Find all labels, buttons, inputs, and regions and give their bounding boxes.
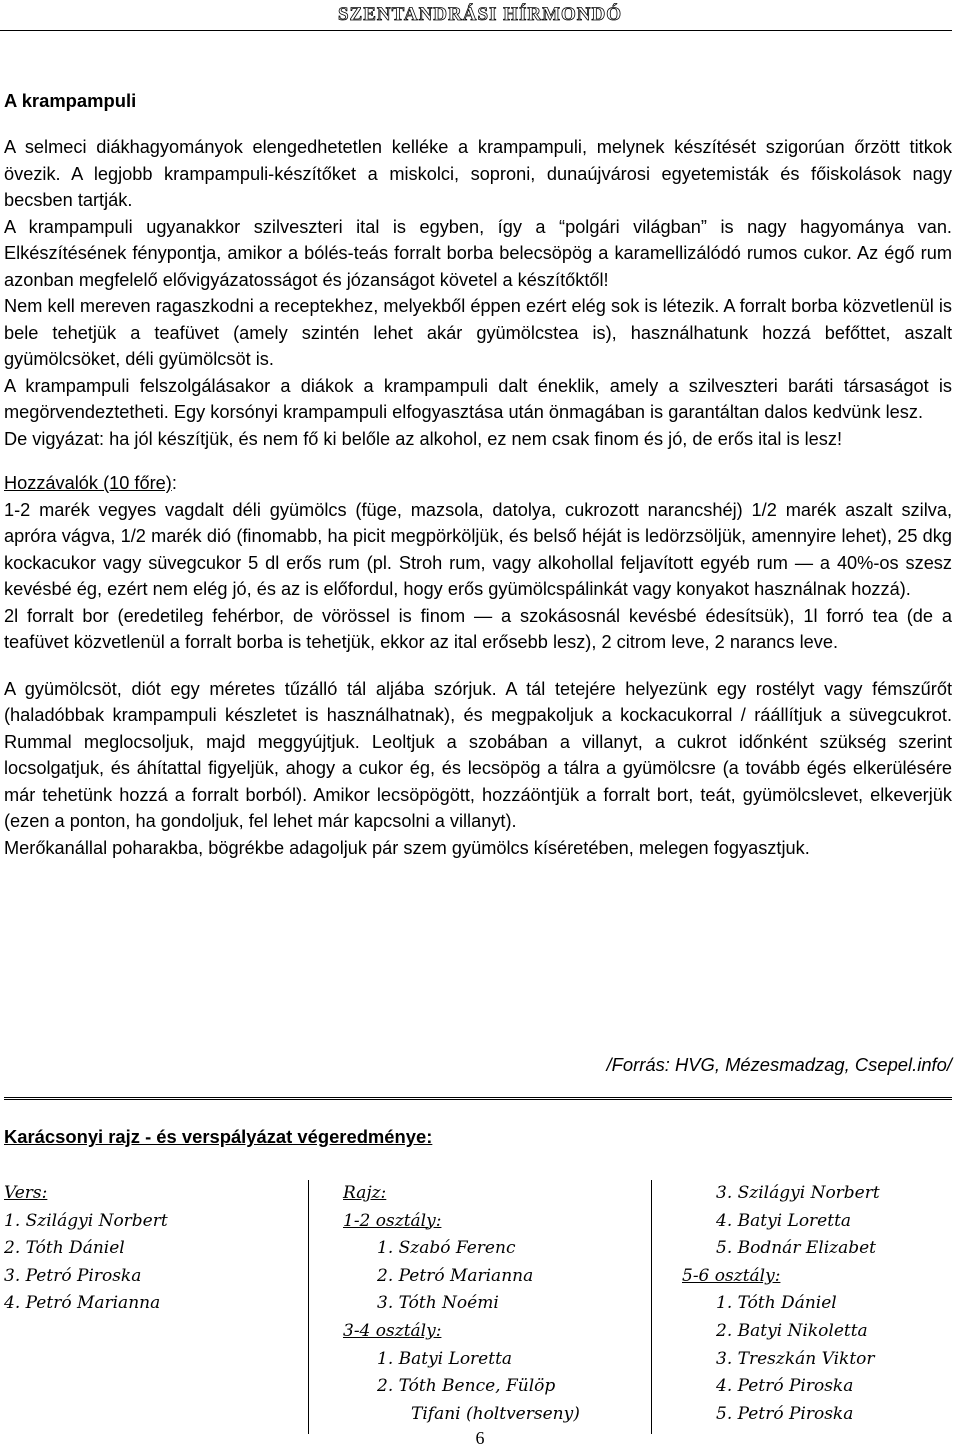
paragraph-warning: De vigyázat: ha jól készítjük, és nem fő ki belőle az alkohol, ez nem csak finom és jó, de erős ital is lesz! (4, 428, 843, 449)
rajz-item: 2. Petró Marianna (377, 1265, 534, 1286)
rajz-item: 2. Batyi Nikoletta (716, 1320, 868, 1341)
rajz-item: 3. Treszkán Viktor (716, 1348, 875, 1369)
rajz-item: 2. Tóth Bence, Fülöp (377, 1376, 556, 1397)
vers-item: 2. Tóth Dániel (4, 1238, 125, 1259)
vers-heading: Vers: (4, 1183, 48, 1203)
results-title: Karácsonyi rajz - és verspályázat végeredménye: (4, 1126, 433, 1147)
section-divider (4, 1097, 952, 1100)
column-divider (651, 1180, 652, 1434)
ingredients-heading: Hozzávalók (10 főre): (4, 473, 177, 493)
rajz-item: 4. Petró Piroska (716, 1376, 854, 1397)
rajz-item: 5. Petró Piroska (716, 1403, 854, 1424)
rajz-item: 1. Batyi Loretta (377, 1348, 513, 1369)
article-source: /Forrás: HVG, Mézesmadzag, Csepel.info/ (606, 1054, 952, 1075)
grade-5-6-heading: 5-6 osztály: (682, 1265, 781, 1286)
ingredients-list-2: 2l forralt bor (eredetileg fehérbor, de vörössel is finom — a szokásosnál kevésbé édesítsük), 1l forró tea (de a teafüvet közvetlenül a forralt borba is tehetjük, ekkor az ital erősebb lesz), 2 citrom leve, 2 narancs leve. (4, 605, 952, 652)
vers-item: 1. Szilágyi Norbert (4, 1210, 168, 1231)
rajz-item: 5. Bodnár Elizabet (716, 1238, 876, 1259)
rajz-item: 4. Batyi Loretta (716, 1210, 852, 1231)
column-divider (308, 1180, 309, 1434)
rajz-heading: Rajz: (343, 1183, 387, 1203)
method-paragraph: A gyümölcsöt, diót egy méretes tűzálló tál aljába szórjuk. A tál tetejére helyezünk egy rostélyt vagy fémszűrőt (haladóbbak krampampuli készletet is használhatnak), és megpakoljuk a kockacukorral / ráállítjuk a süvegcukrot. Rummal meglocsoljuk, majd meggyújtjuk. Leoltjuk a szobában a villanyt, a cukrot időnként szükség szerint locsolgatjuk, és áhítattal figyeljük, ahogy a cukor ég, és lecsöpög a tálra a gyümölcsre (a tovább égés elkerülésére már tehetünk hozzá a forralt borból). Amikor lecsöpögött, hozzáöntjük a forralt bort, teát, gyümölcslevet, elkeverjük (ezen a ponton, ha gondoljuk, fel lehet már kapcsolni a villanyt). (4, 678, 952, 831)
rajz-item: 3. Szilágyi Norbert (716, 1183, 880, 1203)
paragraph-intro: A selmeci diákhagyományok elengedhetetlen kelléke a krampampuli, melynek készítését szigorúan őrzött titkok övezik. A legjobb krampampuli-készítőket a miskolci, soproni, dunaújvárosi egyetemisták és főiskolások nagy becsben tartják. (4, 137, 952, 210)
article-title: A krampampuli (4, 90, 137, 111)
grade-3-4-heading: 3-4 osztály: (343, 1320, 442, 1341)
page-number: 6 (475, 1428, 485, 1448)
ingredients-list-1: 1-2 marék vegyes vagdalt déli gyümölcs (füge, mazsola, datolya, cukrozott narancshéj) 1/2 marék aszalt szilva, apróra vágva, 1/2 marék dió (finomabb, ha picit megpörköljük, és belső héját is ledörzsöljük, amennyire lehet), 25 dkg kockacukor vagy süvegcukor 5 dl erős rum (pl. Stroh rum, vagy alkohollal feljavított egyéb rum — a 40%-os szesz kevésbé ég, ezért nem elég jó, és az is előfordul, hogy erős gyümölcspálinkát vagy konyakot használnak hozzá). (4, 499, 952, 599)
vers-item: 3. Petró Piroska (4, 1265, 142, 1286)
rajz-item: 3. Tóth Noémi (377, 1293, 499, 1314)
paragraph-new-year: A krampampuli ugyanakkor szilveszteri ital is egyben, így a “polgári világban” is nagy hagyománya van. Elkészítésének fénypontja, amikor a bólés-teás forralt borba belecsöpög a karamellizálódó rumos cukor. Az égő rum azonban megfelelő elővigyázatosságot és józanságot követel a készítőktől! (4, 216, 952, 290)
rajz-column (343, 1180, 580, 1428)
ingredients-label: Hozzávalók (10 főre) (4, 473, 172, 493)
paragraph-recipes: Nem kell mereven ragaszkodni a receptekhez, melyekből éppen ezért elég sok is létezik. A forralt borba közvetlenül is bele tehetjük a teafüvet (amely szintén lehet akár gyümölcstea is), használhatunk hozzá befőttet, aszalt gyümölcsöket, déli gyümölcsöt is. (4, 296, 952, 369)
rajz-item-continued: Tifani (holtverseny) (411, 1403, 580, 1424)
paragraph-song: A krampampuli felszolgálásakor a diákok a krampampuli dalt éneklik, amely a szilveszteri baráti társaságot is megörvendeztetheti. Egy korsónyi krampampuli elfogyasztása után önmagában is garantáltan dalos kedvünk lesz. (4, 375, 952, 422)
rajz-item: 1. Szabó Ferenc (377, 1238, 516, 1259)
serving-paragraph: Merőkanállal poharakba, bögrékbe adagoljuk pár szem gyümölcs kíséretében, melegen fogyasztjuk. (4, 837, 810, 858)
rajz-item: 1. Tóth Dániel (716, 1293, 837, 1314)
grade-1-2-heading: 1-2 osztály: (343, 1210, 442, 1231)
newsletter-header: SZENTANDRÁSI HÍRMONDÓ (337, 4, 623, 25)
vers-item: 4. Petró Marianna (4, 1293, 161, 1314)
header-rule (0, 30, 952, 31)
article-krampampuli (4, 88, 952, 861)
rajz-column-continued (682, 1180, 880, 1428)
vers-column (4, 1180, 168, 1318)
